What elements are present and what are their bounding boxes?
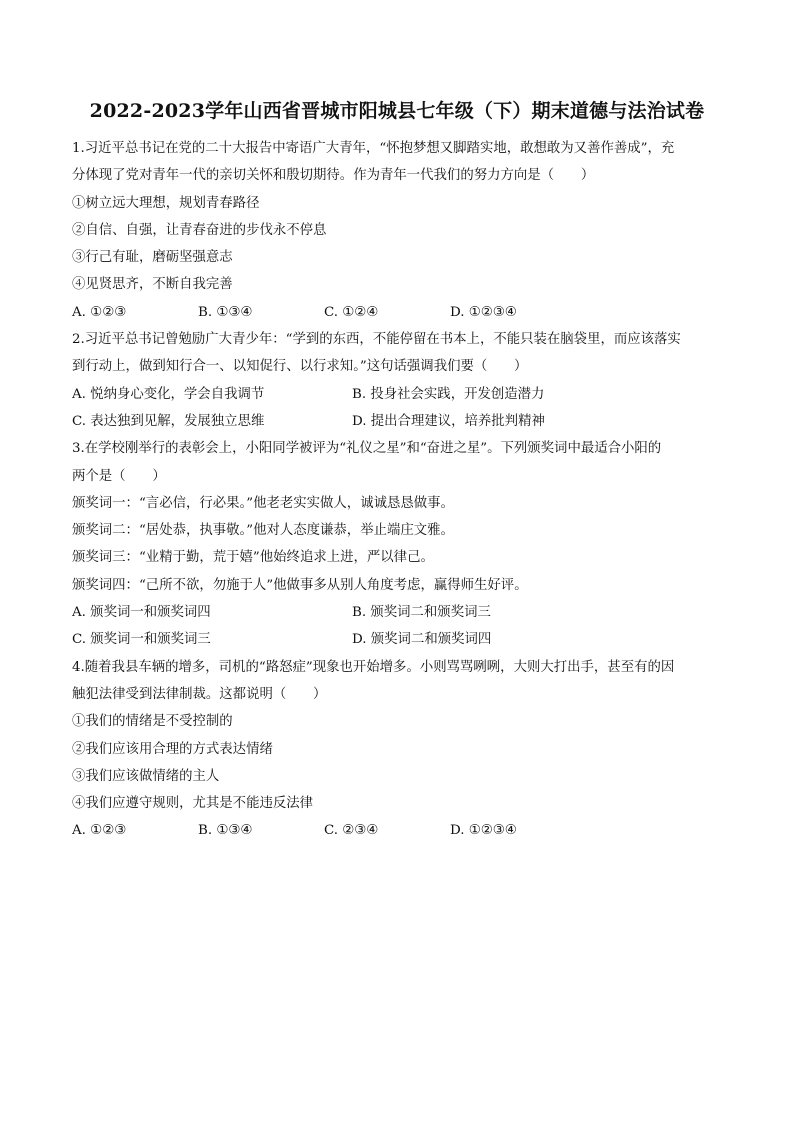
question-1-item-4: ④见贤思齐，不断自我完善 [72,277,233,293]
question-1-option-c: C. ①②④ [324,304,379,320]
question-1-stem-line-2: 分体现了党对青年一代的亲切关怀和殷切期待。作为青年一代我们的努力方向是（ ） [72,168,595,184]
question-4-item-2: ②我们应该用合理的方式表达情绪 [72,741,273,757]
question-3 [72,435,722,653]
question-3-stem-line-1: 3.在学校刚举行的表彰会上，小阳同学被评为“礼仪之星”和“奋进之星”。下列颁奖词中最适合小阳的 [72,441,662,457]
question-1-item-2: ②自信、自强，让青春奋进的步伐永不停息 [72,222,327,238]
exam-title: 2022-2023学年山西省晋城市阳城县七年级（下）期末道德与法治试卷 [89,100,705,122]
question-3-option-b: B. 颁奖词二和颁奖词三 [352,605,491,621]
question-3-option-a: A. 颁奖词一和颁奖词四 [72,605,211,621]
question-2-options-row-2 [72,408,722,435]
question-1-option-b: B. ①③④ [198,304,253,320]
question-4-item-1: ①我们的情绪是不受控制的 [72,714,233,730]
question-2-option-b: B. 投身社会实践，开发创造潜力 [352,386,545,402]
question-2-option-a: A. 悦纳身心变化，学会自我调节 [72,386,265,402]
question-4-option-b: B. ①③④ [198,823,253,839]
question-3-item-1: 颁奖词一：“言必信，行必果。”他老老实实做人，诚诚恳恳做事。 [72,495,454,511]
question-1-option-d: D. ①②③④ [450,304,517,320]
question-4-stem-line-1: 4.随着我县车辆的增多，司机的“路怒症”现象也开始增多。小则骂骂咧咧，大则大打出手，甚至有的因 [72,659,675,675]
question-2-stem-line-1: 2.习近平总书记曾勉励广大青少年：“学到的东西，不能停留在书本上，不能只装在脑袋里，而应该落实 [72,332,681,348]
question-1-options [72,299,722,326]
question-1 [72,135,722,326]
question-4-item-4: ④我们应遵守规则，尤其是不能违反法律 [72,796,314,812]
question-4-stem-line-2: 触犯法律受到法律制裁。这都说明（ ） [72,686,327,702]
question-2-option-c: C. 表达独到见解，发展独立思维 [72,413,265,429]
question-2-option-d: D. 提出合理建议，培养批判精神 [352,413,545,429]
question-3-options-row-2 [72,626,722,653]
question-4-options [72,817,722,844]
questions-area [72,135,722,845]
question-4 [72,654,722,845]
question-1-item-1: ①树立远大理想，规划青春路径 [72,195,260,211]
question-1-option-a: A. ①②③ [72,304,127,320]
question-3-stem-line-2: 两个是（ ） [72,468,166,484]
question-3-item-4: 颁奖词四：“己所不欲，勿施于人”他做事多从别人角度考虑，赢得师生好评。 [72,577,528,593]
question-3-item-3: 颁奖词三：“业精于勤，荒于嬉”他始终追求上进，严以律己。 [72,550,434,566]
question-2-stem-line-2: 到行动上，做到知行合一、以知促行、以行求知。”这句话强调我们要（ ） [72,359,528,375]
question-3-item-2: 颁奖词二：“居处恭，执事敬。”他对人态度谦恭，举止端庄文雅。 [72,523,454,539]
question-4-option-d: D. ①②③④ [450,823,517,839]
question-1-stem-line-1: 1.习近平总书记在党的二十大报告中寄语广大青年，“怀抱梦想又脚踏实地，敢想敢为又善作善成”，充 [72,141,675,156]
question-3-options-row-1 [72,599,722,626]
question-2-options-row-1 [72,381,722,408]
question-4-option-c: C. ②③④ [324,823,379,839]
question-3-option-d: D. 颁奖词二和颁奖词四 [352,632,492,648]
question-4-option-a: A. ①②③ [72,823,127,839]
question-4-item-3: ③我们应该做情绪的主人 [72,768,220,784]
question-2 [72,326,722,435]
question-3-option-c: C. 颁奖词一和颁奖词三 [72,632,211,648]
question-1-item-3: ③行己有耻，磨砺坚强意志 [72,250,233,266]
